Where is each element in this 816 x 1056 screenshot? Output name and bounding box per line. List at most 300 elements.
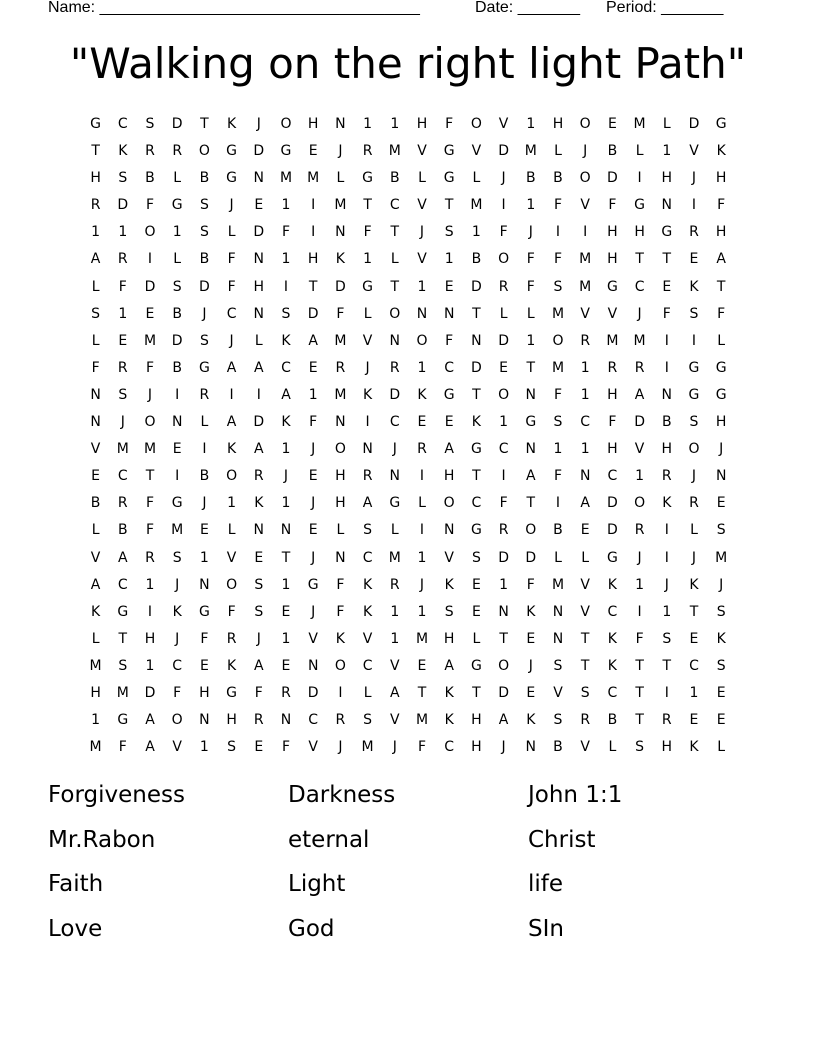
grid-letter[interactable]: E bbox=[471, 576, 481, 593]
grid-letter[interactable]: D bbox=[335, 278, 346, 295]
grid-letter[interactable]: I bbox=[637, 603, 642, 620]
grid-letter[interactable]: D bbox=[471, 359, 482, 376]
grid-letter[interactable]: O bbox=[498, 386, 510, 403]
grid-letter[interactable]: E bbox=[580, 522, 590, 539]
grid-letter[interactable]: G bbox=[280, 143, 292, 160]
grid-letter[interactable]: O bbox=[443, 495, 455, 512]
grid-letter[interactable]: F bbox=[499, 224, 508, 241]
grid-letter[interactable]: N bbox=[525, 739, 537, 756]
grid-letter[interactable]: K bbox=[607, 657, 617, 674]
grid-letter[interactable]: E bbox=[716, 495, 726, 512]
grid-letter[interactable]: B bbox=[471, 251, 482, 268]
grid-letter[interactable]: N bbox=[525, 441, 537, 458]
grid-letter[interactable]: M bbox=[143, 441, 157, 458]
grid-letter[interactable]: M bbox=[307, 170, 320, 187]
grid-letter[interactable]: G bbox=[470, 441, 482, 458]
grid-letter[interactable]: E bbox=[254, 197, 264, 214]
grid-letter[interactable]: L bbox=[554, 549, 562, 566]
grid-letter[interactable]: C bbox=[117, 116, 128, 132]
grid-letter[interactable]: I bbox=[555, 495, 561, 512]
grid-letter[interactable]: L bbox=[662, 116, 671, 132]
grid-letter[interactable]: R bbox=[335, 712, 346, 729]
grid-letter[interactable]: V bbox=[580, 739, 590, 756]
grid-letter[interactable]: K bbox=[607, 630, 617, 647]
grid-letter[interactable]: O bbox=[498, 657, 510, 674]
grid-letter[interactable]: L bbox=[608, 739, 617, 756]
grid-letter[interactable]: S bbox=[91, 305, 101, 322]
grid-letter[interactable]: K bbox=[335, 630, 345, 647]
grid-letter[interactable]: D bbox=[171, 116, 183, 132]
grid-letter[interactable]: E bbox=[444, 414, 454, 431]
grid-letter[interactable]: N bbox=[471, 332, 482, 349]
grid-letter[interactable]: T bbox=[635, 251, 644, 268]
grid-letter[interactable]: F bbox=[254, 684, 263, 701]
grid-letter[interactable]: H bbox=[443, 468, 455, 485]
grid-letter[interactable]: 1 bbox=[227, 495, 237, 512]
grid-letter[interactable]: J bbox=[419, 576, 425, 593]
grid-letter[interactable]: N bbox=[362, 441, 373, 458]
grid-letter[interactable]: J bbox=[365, 359, 370, 376]
grid-letter[interactable]: G bbox=[90, 116, 102, 132]
grid-letter[interactable]: V bbox=[444, 549, 454, 566]
grid-letter[interactable]: N bbox=[389, 468, 401, 485]
grid-letter[interactable]: G bbox=[171, 495, 183, 512]
grid-letter[interactable]: E bbox=[444, 278, 454, 295]
grid-letter[interactable]: L bbox=[418, 170, 426, 187]
grid-letter[interactable]: R bbox=[607, 359, 618, 376]
grid-letter[interactable]: B bbox=[90, 495, 101, 512]
grid-letter[interactable]: R bbox=[145, 549, 155, 566]
grid-letter[interactable]: 1 bbox=[199, 549, 209, 566]
grid-letter[interactable]: J bbox=[501, 739, 506, 756]
grid-letter[interactable]: O bbox=[144, 224, 156, 241]
grid-letter[interactable]: 1 bbox=[526, 197, 536, 214]
grid-letter[interactable]: D bbox=[498, 549, 509, 566]
grid-letter[interactable]: C bbox=[607, 468, 618, 485]
grid-letter[interactable]: C bbox=[226, 305, 237, 322]
grid-letter[interactable]: J bbox=[229, 332, 234, 349]
grid-letter[interactable]: S bbox=[716, 657, 726, 674]
grid-letter[interactable]: 1 bbox=[662, 143, 672, 160]
grid-letter[interactable]: F bbox=[227, 278, 236, 295]
grid-letter[interactable]: F bbox=[336, 576, 345, 593]
grid-letter[interactable]: R bbox=[226, 630, 237, 647]
grid-letter[interactable]: A bbox=[444, 657, 454, 674]
grid-letter[interactable]: F bbox=[717, 305, 726, 322]
grid-letter[interactable]: R bbox=[689, 495, 699, 512]
grid-letter[interactable]: E bbox=[526, 630, 536, 647]
grid-letter[interactable]: D bbox=[253, 143, 265, 160]
grid-letter[interactable]: E bbox=[172, 441, 182, 458]
grid-letter[interactable]: J bbox=[392, 441, 397, 458]
grid-letter[interactable]: L bbox=[336, 522, 345, 539]
grid-letter[interactable]: S bbox=[199, 224, 209, 241]
grid-letter[interactable]: M bbox=[470, 197, 483, 214]
grid-letter[interactable]: G bbox=[688, 386, 700, 403]
grid-letter[interactable]: H bbox=[335, 468, 346, 485]
grid-letter[interactable]: G bbox=[443, 386, 455, 403]
grid-letter[interactable]: I bbox=[691, 332, 697, 349]
grid-letter[interactable]: I bbox=[311, 224, 316, 241]
grid-letter[interactable]: D bbox=[498, 143, 509, 160]
grid-letter[interactable]: N bbox=[443, 305, 455, 322]
grid-letter[interactable]: K bbox=[689, 278, 699, 295]
grid-letter[interactable]: C bbox=[444, 739, 455, 756]
grid-letter[interactable]: D bbox=[634, 414, 645, 431]
grid-letter[interactable]: M bbox=[715, 549, 728, 566]
grid-letter[interactable]: T bbox=[308, 278, 318, 295]
grid-letter[interactable]: N bbox=[199, 712, 210, 729]
grid-letter[interactable]: L bbox=[390, 251, 399, 268]
grid-letter[interactable]: L bbox=[363, 684, 372, 701]
grid-letter[interactable]: C bbox=[389, 414, 400, 431]
grid-letter[interactable]: 1 bbox=[281, 495, 291, 512]
grid-letter[interactable]: K bbox=[417, 386, 427, 403]
grid-letter[interactable]: J bbox=[392, 739, 397, 756]
grid-letter[interactable]: 1 bbox=[580, 386, 590, 403]
grid-letter[interactable]: K bbox=[91, 603, 101, 620]
grid-letter[interactable]: T bbox=[716, 278, 726, 295]
grid-letter[interactable]: A bbox=[498, 712, 509, 729]
grid-letter[interactable]: 1 bbox=[417, 549, 427, 566]
grid-letter[interactable]: H bbox=[199, 684, 210, 701]
grid-letter[interactable]: M bbox=[334, 332, 347, 349]
grid-letter[interactable]: K bbox=[118, 143, 128, 160]
grid-letter[interactable]: A bbox=[308, 332, 318, 349]
grid-letter[interactable]: D bbox=[607, 170, 618, 187]
grid-letter[interactable]: E bbox=[308, 143, 318, 160]
grid-letter[interactable]: F bbox=[118, 739, 127, 756]
grid-letter[interactable]: 1 bbox=[308, 386, 318, 403]
grid-letter[interactable]: D bbox=[117, 197, 129, 214]
grid-letter[interactable]: J bbox=[691, 549, 697, 566]
grid-letter[interactable]: R bbox=[90, 197, 101, 214]
grid-letter[interactable]: F bbox=[336, 603, 345, 620]
grid-letter[interactable]: 1 bbox=[281, 441, 291, 458]
grid-letter[interactable]: V bbox=[498, 116, 509, 132]
grid-letter[interactable]: K bbox=[363, 603, 373, 620]
grid-letter[interactable]: B bbox=[172, 305, 182, 322]
grid-letter[interactable]: J bbox=[583, 143, 588, 160]
grid-letter[interactable]: H bbox=[90, 170, 101, 187]
grid-letter[interactable]: R bbox=[417, 441, 427, 458]
grid-letter[interactable]: C bbox=[607, 684, 618, 701]
grid-letter[interactable]: J bbox=[311, 603, 316, 620]
grid-letter[interactable]: M bbox=[143, 332, 157, 349]
grid-letter[interactable]: C bbox=[172, 657, 183, 674]
grid-letter[interactable]: C bbox=[117, 468, 128, 485]
grid-letter[interactable]: 1 bbox=[281, 630, 291, 647]
grid-letter[interactable]: I bbox=[175, 386, 180, 403]
grid-letter[interactable]: T bbox=[200, 116, 209, 132]
grid-letter[interactable]: G bbox=[443, 170, 455, 187]
grid-letter[interactable]: S bbox=[553, 657, 563, 674]
grid-letter[interactable]: D bbox=[253, 414, 265, 431]
grid-letter[interactable]: E bbox=[308, 468, 318, 485]
grid-letter[interactable]: R bbox=[498, 522, 509, 539]
grid-letter[interactable]: T bbox=[526, 359, 536, 376]
grid-letter[interactable]: T bbox=[580, 657, 590, 674]
grid-letter[interactable]: I bbox=[501, 197, 506, 214]
grid-letter[interactable]: L bbox=[526, 305, 535, 322]
grid-letter[interactable]: B bbox=[117, 522, 128, 539]
grid-letter[interactable]: J bbox=[202, 305, 207, 322]
grid-letter[interactable]: N bbox=[171, 414, 183, 431]
grid-letter[interactable]: 1 bbox=[635, 468, 645, 485]
grid-letter[interactable]: H bbox=[634, 224, 645, 241]
grid-letter[interactable]: L bbox=[227, 224, 236, 241]
grid-letter[interactable]: M bbox=[361, 739, 374, 756]
grid-letter[interactable]: R bbox=[661, 712, 672, 729]
grid-letter[interactable]: I bbox=[147, 603, 153, 620]
grid-letter[interactable]: E bbox=[145, 305, 155, 322]
grid-letter[interactable]: 1 bbox=[91, 712, 101, 729]
grid-letter[interactable]: J bbox=[311, 549, 316, 566]
grid-letter[interactable]: B bbox=[199, 468, 210, 485]
grid-letter[interactable]: F bbox=[608, 414, 617, 431]
grid-letter[interactable]: R bbox=[580, 712, 591, 729]
grid-letter[interactable]: 1 bbox=[199, 739, 209, 756]
grid-letter[interactable]: F bbox=[200, 630, 209, 647]
grid-letter[interactable]: C bbox=[580, 414, 591, 431]
grid-letter[interactable]: C bbox=[607, 603, 618, 620]
grid-letter[interactable]: H bbox=[607, 441, 618, 458]
grid-letter[interactable]: H bbox=[307, 251, 319, 268]
grid-letter[interactable]: B bbox=[172, 359, 182, 376]
grid-letter[interactable]: J bbox=[175, 576, 180, 593]
grid-letter[interactable]: H bbox=[144, 630, 156, 647]
grid-letter[interactable]: H bbox=[253, 278, 265, 295]
grid-letter[interactable]: J bbox=[338, 143, 343, 160]
grid-letter[interactable]: E bbox=[689, 251, 699, 268]
grid-letter[interactable]: J bbox=[664, 576, 669, 593]
grid-letter[interactable]: K bbox=[363, 386, 373, 403]
grid-letter[interactable]: F bbox=[145, 359, 155, 376]
grid-letter[interactable]: T bbox=[145, 468, 155, 485]
grid-letter[interactable]: N bbox=[498, 603, 509, 620]
grid-letter[interactable]: D bbox=[688, 116, 700, 132]
grid-letter[interactable]: T bbox=[635, 657, 644, 674]
grid-letter[interactable]: F bbox=[363, 224, 372, 241]
grid-letter[interactable]: T bbox=[363, 197, 372, 214]
grid-letter[interactable]: G bbox=[661, 224, 673, 241]
grid-letter[interactable]: F bbox=[662, 305, 671, 322]
grid-letter[interactable]: G bbox=[715, 116, 727, 132]
grid-letter[interactable]: E bbox=[417, 657, 427, 674]
grid-letter[interactable]: 1 bbox=[580, 359, 590, 376]
grid-letter[interactable]: N bbox=[443, 522, 455, 539]
grid-letter[interactable]: G bbox=[443, 143, 455, 160]
grid-letter[interactable]: F bbox=[145, 197, 155, 214]
grid-letter[interactable]: H bbox=[443, 630, 455, 647]
grid-letter[interactable]: S bbox=[471, 549, 481, 566]
grid-letter[interactable]: O bbox=[334, 441, 346, 458]
grid-letter[interactable]: V bbox=[389, 657, 400, 674]
grid-letter[interactable]: J bbox=[691, 468, 697, 485]
grid-letter[interactable]: L bbox=[227, 522, 236, 539]
grid-letter[interactable]: F bbox=[145, 495, 155, 512]
grid-letter[interactable]: B bbox=[389, 170, 400, 187]
grid-letter[interactable]: J bbox=[147, 386, 153, 403]
grid-letter[interactable]: V bbox=[362, 630, 373, 647]
grid-letter[interactable]: B bbox=[661, 414, 672, 431]
grid-letter[interactable]: H bbox=[715, 414, 727, 431]
grid-letter[interactable]: I bbox=[256, 386, 261, 403]
grid-letter[interactable]: K bbox=[471, 414, 481, 431]
grid-letter[interactable]: V bbox=[389, 712, 400, 729]
name-field[interactable]: Name: ____________________________________ bbox=[48, 0, 420, 16]
grid-letter[interactable]: D bbox=[607, 495, 618, 512]
grid-letter[interactable]: O bbox=[498, 251, 510, 268]
grid-letter[interactable]: O bbox=[579, 116, 591, 132]
grid-letter[interactable]: T bbox=[662, 657, 672, 674]
grid-letter[interactable]: A bbox=[145, 712, 155, 729]
grid-letter[interactable]: I bbox=[283, 278, 289, 295]
grid-letter[interactable]: M bbox=[633, 332, 646, 349]
grid-letter[interactable]: J bbox=[311, 495, 316, 512]
grid-letter[interactable]: S bbox=[553, 414, 563, 431]
grid-letter[interactable]: C bbox=[689, 657, 699, 674]
grid-letter[interactable]: I bbox=[419, 468, 425, 485]
grid-letter[interactable]: L bbox=[717, 739, 726, 756]
grid-letter[interactable]: L bbox=[200, 414, 209, 431]
grid-letter[interactable]: G bbox=[117, 712, 129, 729]
grid-letter[interactable]: L bbox=[173, 170, 182, 187]
grid-letter[interactable]: H bbox=[416, 116, 428, 132]
grid-letter[interactable]: K bbox=[281, 414, 291, 431]
grid-letter[interactable]: R bbox=[389, 359, 400, 376]
grid-letter[interactable]: T bbox=[635, 684, 644, 701]
grid-letter[interactable]: B bbox=[145, 170, 155, 187]
grid-letter[interactable]: M bbox=[524, 143, 537, 160]
grid-letter[interactable]: R bbox=[117, 495, 128, 512]
grid-letter[interactable]: S bbox=[580, 684, 590, 701]
grid-letter[interactable]: I bbox=[311, 197, 316, 214]
grid-letter[interactable]: J bbox=[719, 441, 724, 458]
grid-letter[interactable]: M bbox=[334, 386, 347, 403]
date-field[interactable]: Date: _______ bbox=[475, 0, 580, 16]
grid-letter[interactable]: G bbox=[715, 386, 727, 403]
grid-letter[interactable]: S bbox=[254, 603, 264, 620]
grid-letter[interactable]: K bbox=[227, 657, 237, 674]
grid-letter[interactable]: O bbox=[171, 712, 183, 729]
grid-letter[interactable]: 1 bbox=[390, 603, 400, 620]
grid-letter[interactable]: F bbox=[445, 116, 454, 132]
grid-letter[interactable]: R bbox=[362, 143, 373, 160]
grid-letter[interactable]: C bbox=[362, 657, 373, 674]
grid-letter[interactable]: S bbox=[254, 576, 264, 593]
grid-letter[interactable]: L bbox=[581, 549, 590, 566]
grid-letter[interactable]: N bbox=[552, 630, 564, 647]
grid-letter[interactable]: M bbox=[89, 657, 102, 674]
grid-letter[interactable]: J bbox=[175, 630, 180, 647]
grid-letter[interactable]: I bbox=[147, 251, 153, 268]
grid-letter[interactable]: D bbox=[171, 332, 183, 349]
grid-letter[interactable]: T bbox=[472, 684, 481, 701]
grid-letter[interactable]: K bbox=[363, 576, 373, 593]
grid-letter[interactable]: B bbox=[525, 170, 536, 187]
grid-letter[interactable]: T bbox=[635, 712, 644, 729]
grid-letter[interactable]: E bbox=[662, 278, 672, 295]
grid-letter[interactable]: R bbox=[253, 712, 264, 729]
grid-letter[interactable]: L bbox=[472, 170, 481, 187]
grid-letter[interactable]: F bbox=[309, 414, 318, 431]
grid-letter[interactable]: I bbox=[691, 197, 697, 214]
grid-letter[interactable]: L bbox=[472, 630, 481, 647]
grid-letter[interactable]: 1 bbox=[580, 441, 590, 458]
grid-letter[interactable]: O bbox=[198, 143, 210, 160]
grid-letter[interactable]: L bbox=[554, 143, 562, 160]
grid-letter[interactable]: C bbox=[281, 359, 291, 376]
grid-letter[interactable]: G bbox=[389, 495, 401, 512]
grid-letter[interactable]: K bbox=[444, 712, 454, 729]
grid-letter[interactable]: 1 bbox=[281, 576, 291, 593]
grid-letter[interactable]: 1 bbox=[471, 224, 481, 241]
grid-letter[interactable]: I bbox=[664, 522, 669, 539]
grid-letter[interactable]: M bbox=[89, 739, 102, 756]
grid-letter[interactable]: T bbox=[526, 495, 536, 512]
grid-letter[interactable]: N bbox=[335, 224, 346, 241]
grid-letter[interactable]: K bbox=[227, 116, 237, 132]
grid-letter[interactable]: H bbox=[335, 495, 346, 512]
grid-letter[interactable]: K bbox=[716, 630, 726, 647]
grid-letter[interactable]: K bbox=[689, 576, 699, 593]
grid-letter[interactable]: S bbox=[444, 224, 454, 241]
grid-letter[interactable]: I bbox=[419, 522, 425, 539]
grid-letter[interactable]: A bbox=[281, 386, 291, 403]
grid-letter[interactable]: S bbox=[145, 116, 155, 132]
grid-letter[interactable]: O bbox=[144, 414, 156, 431]
grid-letter[interactable]: G bbox=[470, 522, 482, 539]
grid-letter[interactable]: D bbox=[199, 278, 210, 295]
grid-letter[interactable]: L bbox=[336, 170, 345, 187]
grid-letter[interactable]: T bbox=[444, 197, 454, 214]
grid-letter[interactable]: N bbox=[416, 305, 428, 322]
grid-letter[interactable]: S bbox=[281, 305, 291, 322]
grid-letter[interactable]: S bbox=[199, 197, 209, 214]
grid-letter[interactable]: K bbox=[172, 603, 182, 620]
grid-letter[interactable]: O bbox=[470, 116, 482, 132]
grid-letter[interactable]: T bbox=[390, 278, 400, 295]
grid-letter[interactable]: E bbox=[308, 522, 318, 539]
grid-letter[interactable]: H bbox=[607, 251, 618, 268]
grid-letter[interactable]: S bbox=[363, 522, 373, 539]
grid-letter[interactable]: R bbox=[498, 278, 509, 295]
grid-letter[interactable]: V bbox=[172, 739, 182, 756]
grid-letter[interactable]: D bbox=[307, 305, 319, 322]
grid-letter[interactable]: T bbox=[580, 630, 590, 647]
grid-letter[interactable]: A bbox=[389, 684, 400, 701]
grid-letter[interactable]: V bbox=[226, 549, 237, 566]
grid-letter[interactable]: N bbox=[253, 305, 265, 322]
grid-letter[interactable]: D bbox=[525, 549, 537, 566]
grid-letter[interactable]: L bbox=[690, 522, 698, 539]
grid-letter[interactable]: L bbox=[254, 332, 263, 349]
grid-letter[interactable]: M bbox=[551, 576, 565, 593]
grid-letter[interactable]: 1 bbox=[281, 197, 291, 214]
grid-letter[interactable]: O bbox=[552, 332, 564, 349]
grid-letter[interactable]: A bbox=[634, 386, 645, 403]
grid-letter[interactable]: S bbox=[716, 522, 726, 539]
grid-letter[interactable]: F bbox=[227, 251, 236, 268]
grid-letter[interactable]: G bbox=[226, 170, 238, 187]
grid-letter[interactable]: A bbox=[444, 441, 454, 458]
grid-letter[interactable]: S bbox=[553, 278, 563, 295]
grid-letter[interactable]: G bbox=[606, 549, 618, 566]
grid-letter[interactable]: K bbox=[227, 441, 237, 458]
grid-letter[interactable]: D bbox=[307, 684, 319, 701]
grid-letter[interactable]: T bbox=[91, 143, 100, 160]
